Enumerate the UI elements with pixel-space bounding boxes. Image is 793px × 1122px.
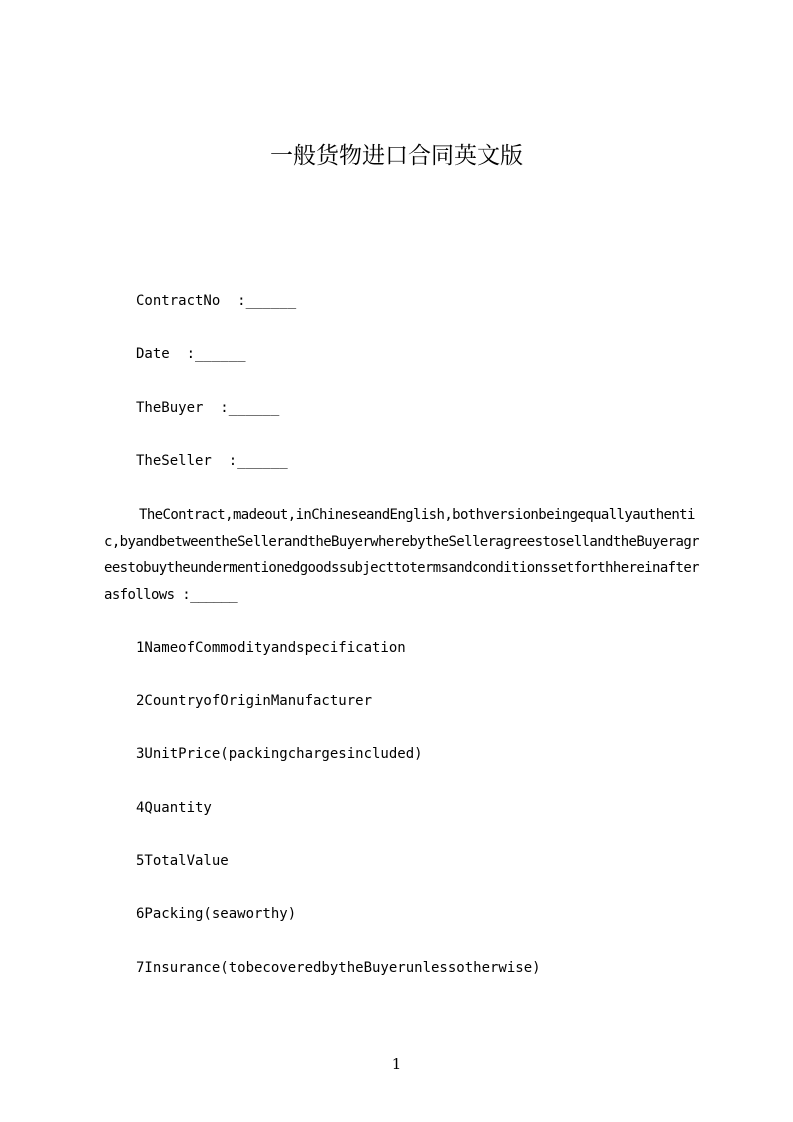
date-field: Date :______ bbox=[136, 346, 246, 362]
document-title: 一般货物进口合同英文版 bbox=[270, 143, 523, 169]
page-number: 1 bbox=[391, 1055, 402, 1073]
clause-unit-price: 3UnitPrice(packingchargesincluded) bbox=[136, 746, 423, 762]
clause-insurance: 7Insurance(tobecoveredbytheBuyerunlessotherwise) bbox=[136, 960, 541, 976]
seller-field: TheSeller :______ bbox=[136, 453, 288, 469]
clause-total-value: 5TotalValue bbox=[136, 853, 229, 869]
clause-quantity: 4Quantity bbox=[136, 800, 212, 816]
contract-number-field: ContractNo :______ bbox=[136, 293, 297, 309]
clause-origin: 2CountryofOriginManufacturer bbox=[136, 693, 373, 709]
contract-intro-paragraph: TheContract,madeout,inChineseandEnglish,bothversionbeingequallyauthentic,byandbetweentheSellerandtheBuyerwherebytheSelleragreestosellandtheBuyeragreestobuytheundermentionedgoodssubjecttotermsandconditionssetforthhereinafterasfollows :______ bbox=[104, 507, 699, 603]
clause-commodity: 1NameofCommodityandspecification bbox=[136, 640, 406, 656]
buyer-field: TheBuyer :______ bbox=[136, 400, 280, 416]
clause-packing: 6Packing(seaworthy) bbox=[136, 906, 297, 922]
